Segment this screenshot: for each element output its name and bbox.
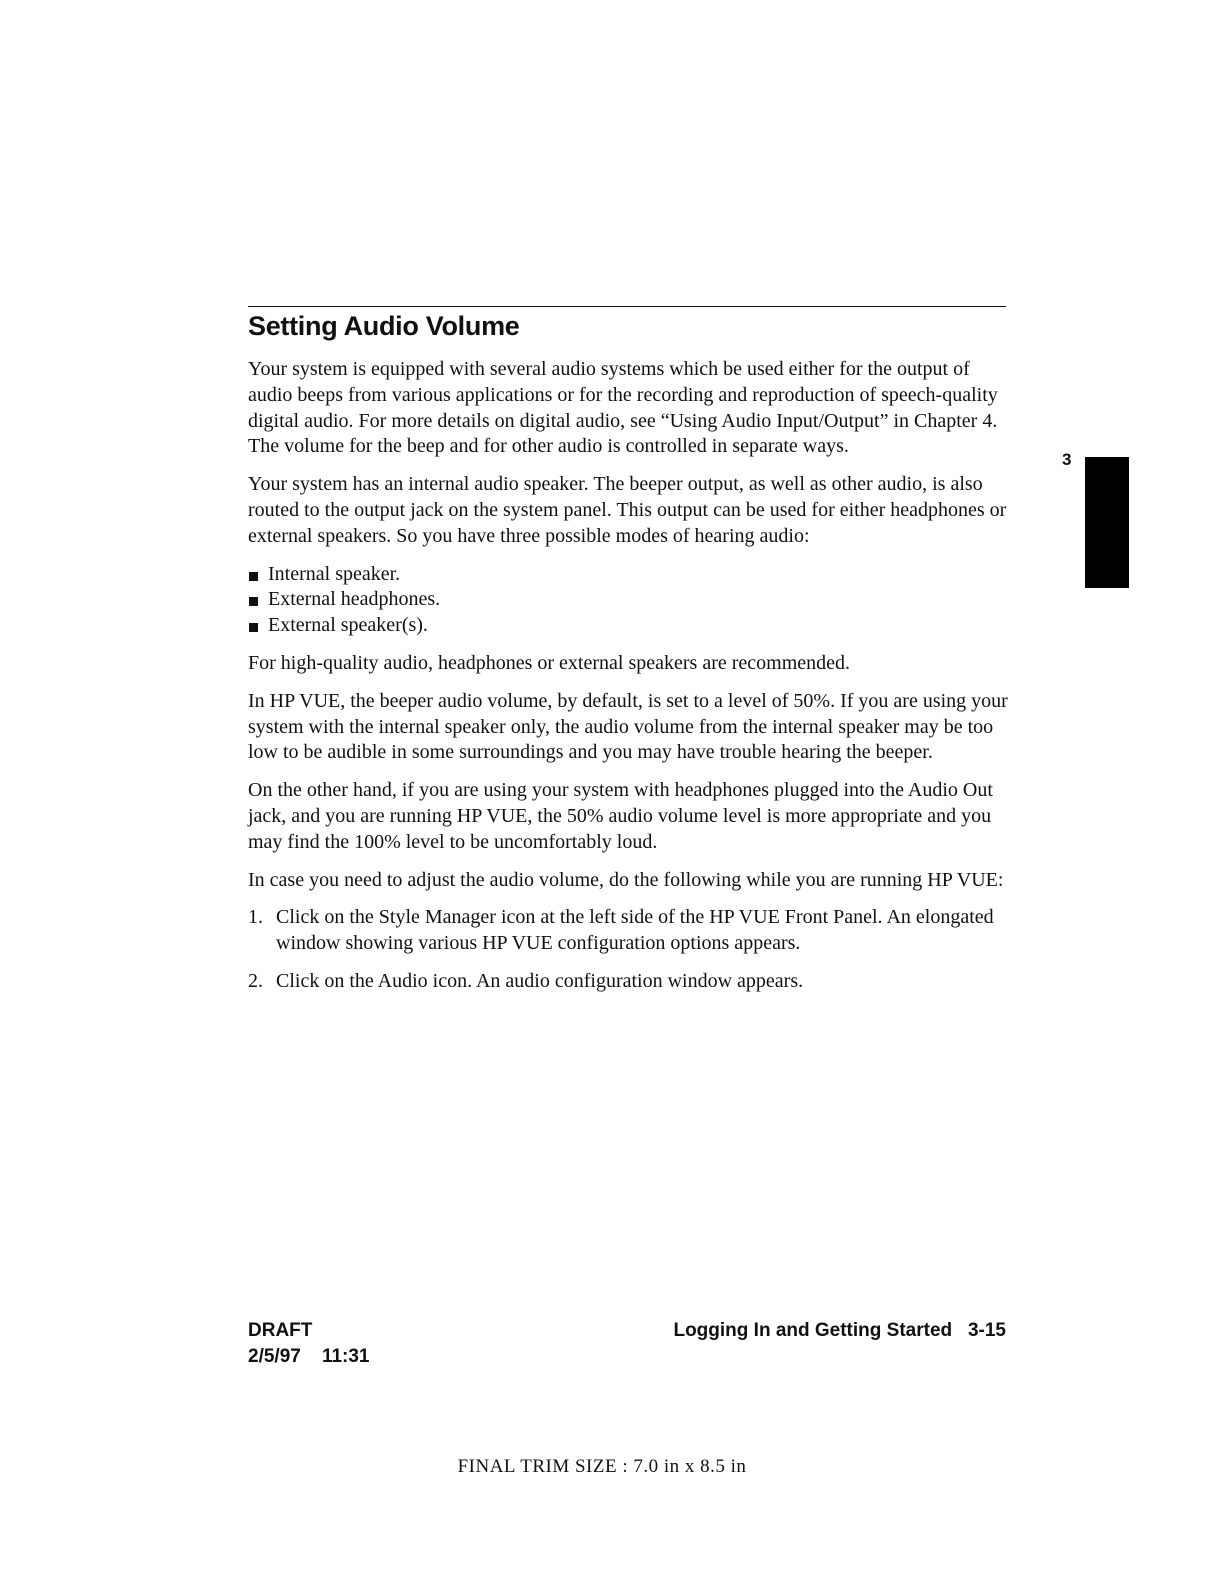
section-title: Setting Audio Volume — [248, 311, 520, 341]
steps-list — [248, 905, 1008, 994]
draft-label: DRAFT — [248, 1320, 313, 1341]
section-body — [248, 357, 1008, 1007]
paragraph: On the other hand, if you are using your system with headphones plugged into the Audio Out jack, and you are running HP VUE, the 50% audio volume level is more appropriate and you may find the 100% level to be uncomfortably loud. — [248, 779, 993, 853]
bullet-list — [248, 562, 1008, 639]
square-bullet-icon — [249, 572, 258, 581]
paragraph: For high-quality audio, headphones or external speakers are recommended. — [248, 651, 851, 674]
chapter-tab-number: 3 — [1062, 450, 1072, 469]
list-item-text: External headphones. — [268, 588, 441, 611]
step-number: 2. — [248, 969, 263, 992]
list-item — [248, 613, 1008, 639]
list-item-text: External speaker(s). — [268, 614, 428, 637]
list-item — [248, 562, 1008, 588]
draft-date: 2/5/97 — [248, 1346, 301, 1367]
chapter-title: Logging In and Getting Started — [673, 1320, 953, 1341]
list-item — [248, 587, 1008, 613]
step-text: Click on the Audio icon. An audio configuration window appears. — [276, 969, 804, 992]
step-number: 1. — [248, 906, 263, 929]
section-rule — [248, 306, 1006, 307]
step-item — [248, 969, 1008, 995]
draft-datetime — [248, 1344, 370, 1370]
draft-time: 11:31 — [321, 1346, 370, 1367]
trim-size-note: FINAL TRIM SIZE : 7.0 in x 8.5 in — [457, 1456, 747, 1477]
list-item-text: Internal speaker. — [268, 562, 401, 585]
page-number: 3-15 — [967, 1320, 1006, 1341]
square-bullet-icon — [249, 597, 258, 606]
chapter-tab-marker — [1085, 457, 1129, 588]
running-footer — [673, 1318, 1006, 1344]
square-bullet-icon — [249, 623, 258, 632]
step-text: Click on the Style Manager icon at the left side of the HP VUE Front Panel. An elongated window showing various HP VUE configuration options appears. — [276, 906, 994, 955]
paragraph: Your system has an internal audio speaker. The beeper output, as well as other audio, is also routed to the output jack on the system panel. This output can be used for either headphones or external speakers. So you have three possible modes of hearing audio: — [248, 473, 1007, 547]
footer-draft-info — [248, 1318, 370, 1370]
paragraph: In HP VUE, the beeper audio volume, by default, is set to a level of 50%. If you are using your system with the internal speaker only, the audio volume from the internal speaker may be too low to be audible in some surroundings and you may have trouble hearing the beeper. — [248, 689, 1008, 764]
paragraph: Your system is equipped with several audio systems which be used either for the output of audio beeps from various applications or for the recording and reproduction of speech-quality digital audio. For more details on digital audio, see “Using Audio Input/Output” in Chapter 4. The volume for the beep and for other audio is controlled in separate ways. — [248, 358, 998, 458]
paragraph: In case you need to adjust the audio volume, do the following while you are running HP VUE: — [248, 868, 1004, 891]
step-item — [248, 905, 1008, 957]
